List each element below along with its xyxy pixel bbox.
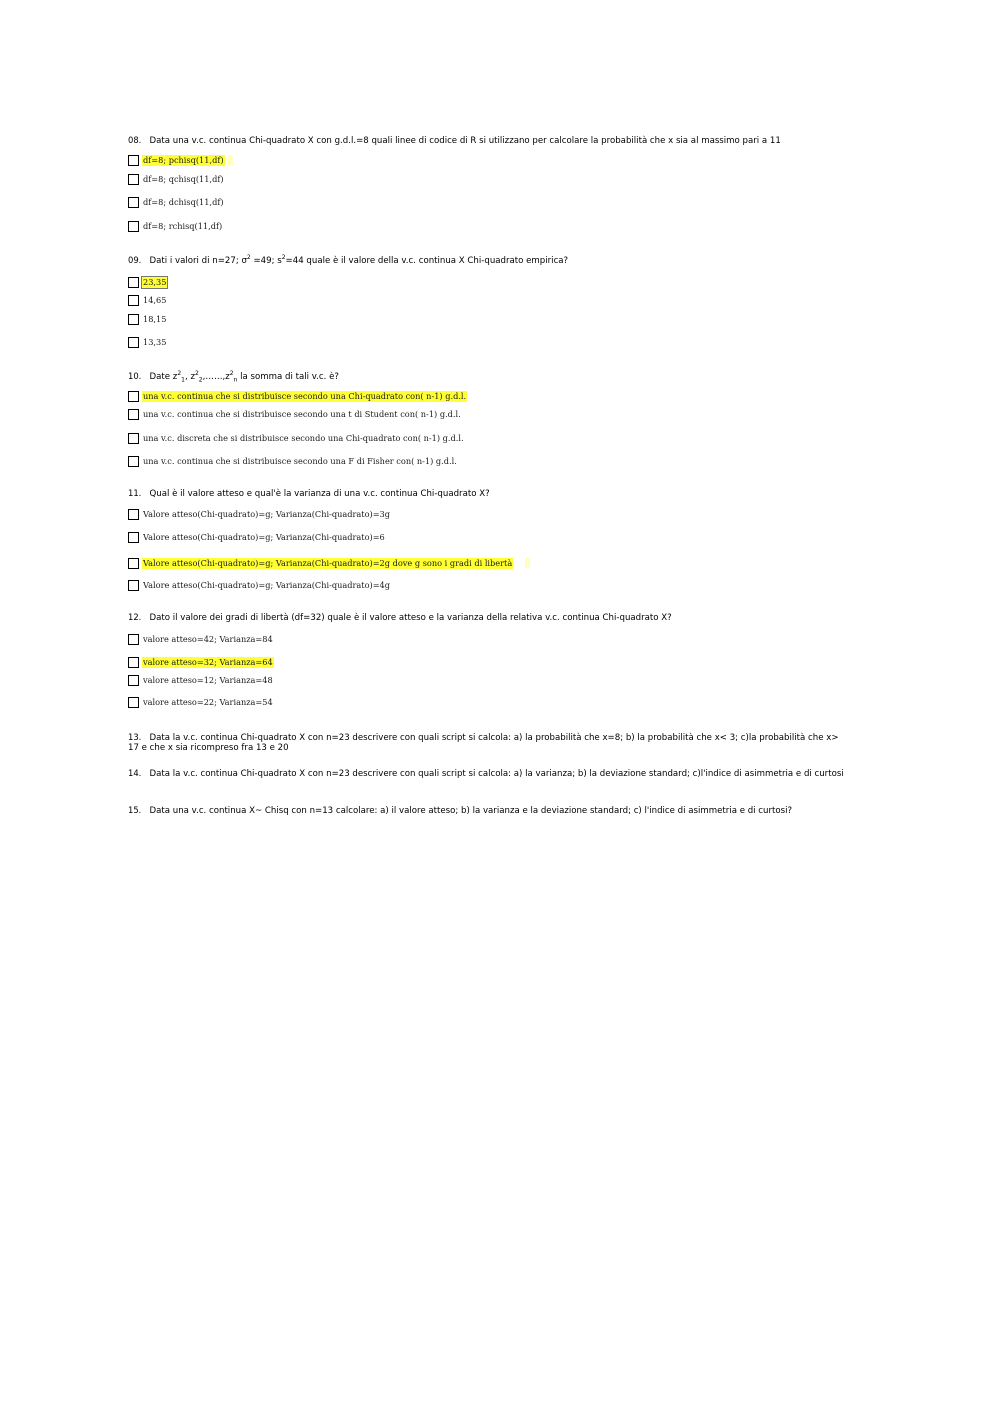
option-label: valore atteso=42; Varianza=84 bbox=[143, 633, 273, 644]
option-11-b[interactable] bbox=[128, 531, 386, 543]
option-11-a[interactable] bbox=[128, 508, 391, 520]
answer-checkbox[interactable] bbox=[128, 221, 139, 232]
option-09-d[interactable] bbox=[128, 336, 167, 348]
option-08-d[interactable] bbox=[128, 220, 223, 232]
answer-checkbox[interactable] bbox=[128, 337, 139, 348]
highlight-mark bbox=[525, 558, 530, 568]
answer-checkbox[interactable] bbox=[128, 409, 139, 420]
answer-checkbox[interactable] bbox=[128, 391, 139, 402]
option-09-a[interactable] bbox=[128, 276, 167, 288]
option-label: valore atteso=12; Varianza=48 bbox=[143, 674, 273, 685]
question-number: 11. bbox=[128, 488, 142, 498]
highlight-mark bbox=[228, 155, 233, 165]
option-label: valore atteso=32; Varianza=64 bbox=[143, 656, 273, 667]
option-label: Valore atteso(Chi-quadrato)=g; Varianza(Chi-quadrato)=3g bbox=[143, 508, 391, 519]
option-08-a[interactable] bbox=[128, 154, 233, 166]
option-11-c[interactable] bbox=[128, 557, 530, 569]
answer-checkbox[interactable] bbox=[128, 295, 139, 306]
answer-checkbox[interactable] bbox=[128, 456, 139, 467]
option-label: Valore atteso(Chi-quadrato)=g; Varianza(Chi-quadrato)=6 bbox=[143, 531, 385, 542]
question-number: 10. bbox=[128, 370, 142, 381]
question-text: Qual è il valore atteso e qual'è la varianza di una v.c. continua Chi-quadrato X? bbox=[149, 489, 490, 499]
option-label: una v.c. discreta che si distribuisce secondo una Chi-quadrato con( n-1) g.d.l. bbox=[143, 432, 464, 443]
answer-checkbox[interactable] bbox=[128, 509, 139, 520]
option-10-c[interactable] bbox=[128, 432, 465, 444]
question-08 bbox=[128, 135, 863, 146]
option-12-c[interactable] bbox=[128, 674, 274, 686]
question-number: 13. bbox=[128, 732, 142, 742]
question-text: Data una v.c. continua X~ Chisq con n=13 calcolare: a) il valore atteso; b) la varianza e la deviazione standard; c) l'indice di asimmetria e di curtosi? bbox=[149, 806, 793, 816]
option-label: df=8; qchisq(11,df) bbox=[143, 173, 224, 184]
question-number: 14. bbox=[128, 768, 142, 778]
question-12 bbox=[128, 612, 863, 623]
option-label: 14,65 bbox=[143, 294, 167, 305]
question-text: Dati i valori di n=27; $\sigma^2 =49$; $s^2=44$ quale è il valore della v.c. continua X Chi-quadrato empirica? bbox=[149, 254, 569, 266]
option-label: 13,35 bbox=[143, 336, 167, 347]
answer-checkbox[interactable] bbox=[128, 697, 139, 708]
option-label: valore atteso=22; Varianza=54 bbox=[143, 696, 273, 707]
option-10-d[interactable] bbox=[128, 455, 458, 467]
question-number: 12. bbox=[128, 612, 142, 622]
answer-checkbox[interactable] bbox=[128, 197, 139, 208]
question-text: Data una v.c. continua Chi-quadrato X con g.d.l.=8 quali linee di codice di R si utilizzano per calcolare la probabilità che x sia al massimo pari a 11 bbox=[149, 136, 781, 146]
answer-checkbox[interactable] bbox=[128, 314, 139, 325]
question-09 bbox=[128, 253, 863, 266]
answer-checkbox[interactable] bbox=[128, 634, 139, 645]
question-15 bbox=[128, 805, 863, 816]
question-text: Date $z^2_1$, $z^2_2,\dots\dots,z^2_n$ la somma di tali v.c. è? bbox=[149, 370, 339, 384]
question-11 bbox=[128, 488, 863, 499]
option-08-b[interactable] bbox=[128, 173, 225, 185]
option-label: df=8; rchisq(11,df) bbox=[143, 220, 223, 231]
option-label: df=8; dchisq(11,df) bbox=[143, 196, 224, 207]
answer-checkbox[interactable] bbox=[128, 433, 139, 444]
answer-checkbox[interactable] bbox=[128, 580, 139, 591]
answer-checkbox[interactable] bbox=[128, 532, 139, 543]
question-number: 09. bbox=[128, 254, 142, 265]
answer-checkbox[interactable] bbox=[128, 558, 139, 569]
question-10 bbox=[128, 369, 863, 386]
answer-checkbox[interactable] bbox=[128, 174, 139, 185]
option-12-b[interactable] bbox=[128, 656, 274, 668]
option-label: df=8; pchisq(11,df) bbox=[143, 154, 224, 165]
question-text: Dato il valore dei gradi di libertà (df=32) quale è il valore atteso e la varianza della relativa v.c. continua Chi-quadrato X? bbox=[149, 613, 672, 623]
answer-checkbox[interactable] bbox=[128, 657, 139, 668]
question-number: 15. bbox=[128, 805, 142, 815]
answer-checkbox[interactable] bbox=[128, 675, 139, 686]
question-14 bbox=[128, 768, 853, 779]
option-label: una v.c. continua che si distribuisce secondo una Chi-quadrato con( n-1) g.d.l. bbox=[143, 390, 467, 401]
answer-checkbox[interactable] bbox=[128, 155, 139, 166]
question-text: Data la v.c. continua Chi-quadrato X con n=23 descrivere con quali script si calcola: a) la varianza; b) la deviazione standard; c)l'indice di asimmetria e di curtosi bbox=[149, 769, 844, 779]
option-label: Valore atteso(Chi-quadrato)=g; Varianza(Chi-quadrato)=4g bbox=[143, 579, 391, 590]
option-label: una v.c. continua che si distribuisce secondo una t di Student con( n-1) g.d.l. bbox=[143, 408, 461, 419]
option-label: 18,15 bbox=[143, 313, 167, 324]
question-number: 08. bbox=[128, 135, 142, 145]
option-09-c[interactable] bbox=[128, 313, 167, 325]
option-12-d[interactable] bbox=[128, 696, 274, 708]
option-10-a[interactable] bbox=[128, 390, 467, 402]
option-09-b[interactable] bbox=[128, 294, 167, 306]
answer-checkbox[interactable] bbox=[128, 277, 139, 288]
question-13 bbox=[128, 732, 848, 753]
option-12-a[interactable] bbox=[128, 633, 274, 645]
option-label: Valore atteso(Chi-quadrato)=g; Varianza(Chi-quadrato)=2g dove g sono i gradi di libertà bbox=[143, 557, 513, 568]
option-label: 23,35 bbox=[143, 276, 167, 287]
option-label: una v.c. continua che si distribuisce secondo una F di Fisher con( n-1) g.d.l. bbox=[143, 455, 457, 466]
option-08-c[interactable] bbox=[128, 196, 225, 208]
question-text: Data la v.c. continua Chi-quadrato X con n=23 descrivere con quali script si calcola: a) la probabilità che x=8; b) la probabilità che x< 3; c)la probabilità che x> 17 e che x sia ricompreso fra 13 e 20 bbox=[128, 733, 839, 753]
option-11-d[interactable] bbox=[128, 579, 391, 591]
option-10-b[interactable] bbox=[128, 408, 462, 420]
